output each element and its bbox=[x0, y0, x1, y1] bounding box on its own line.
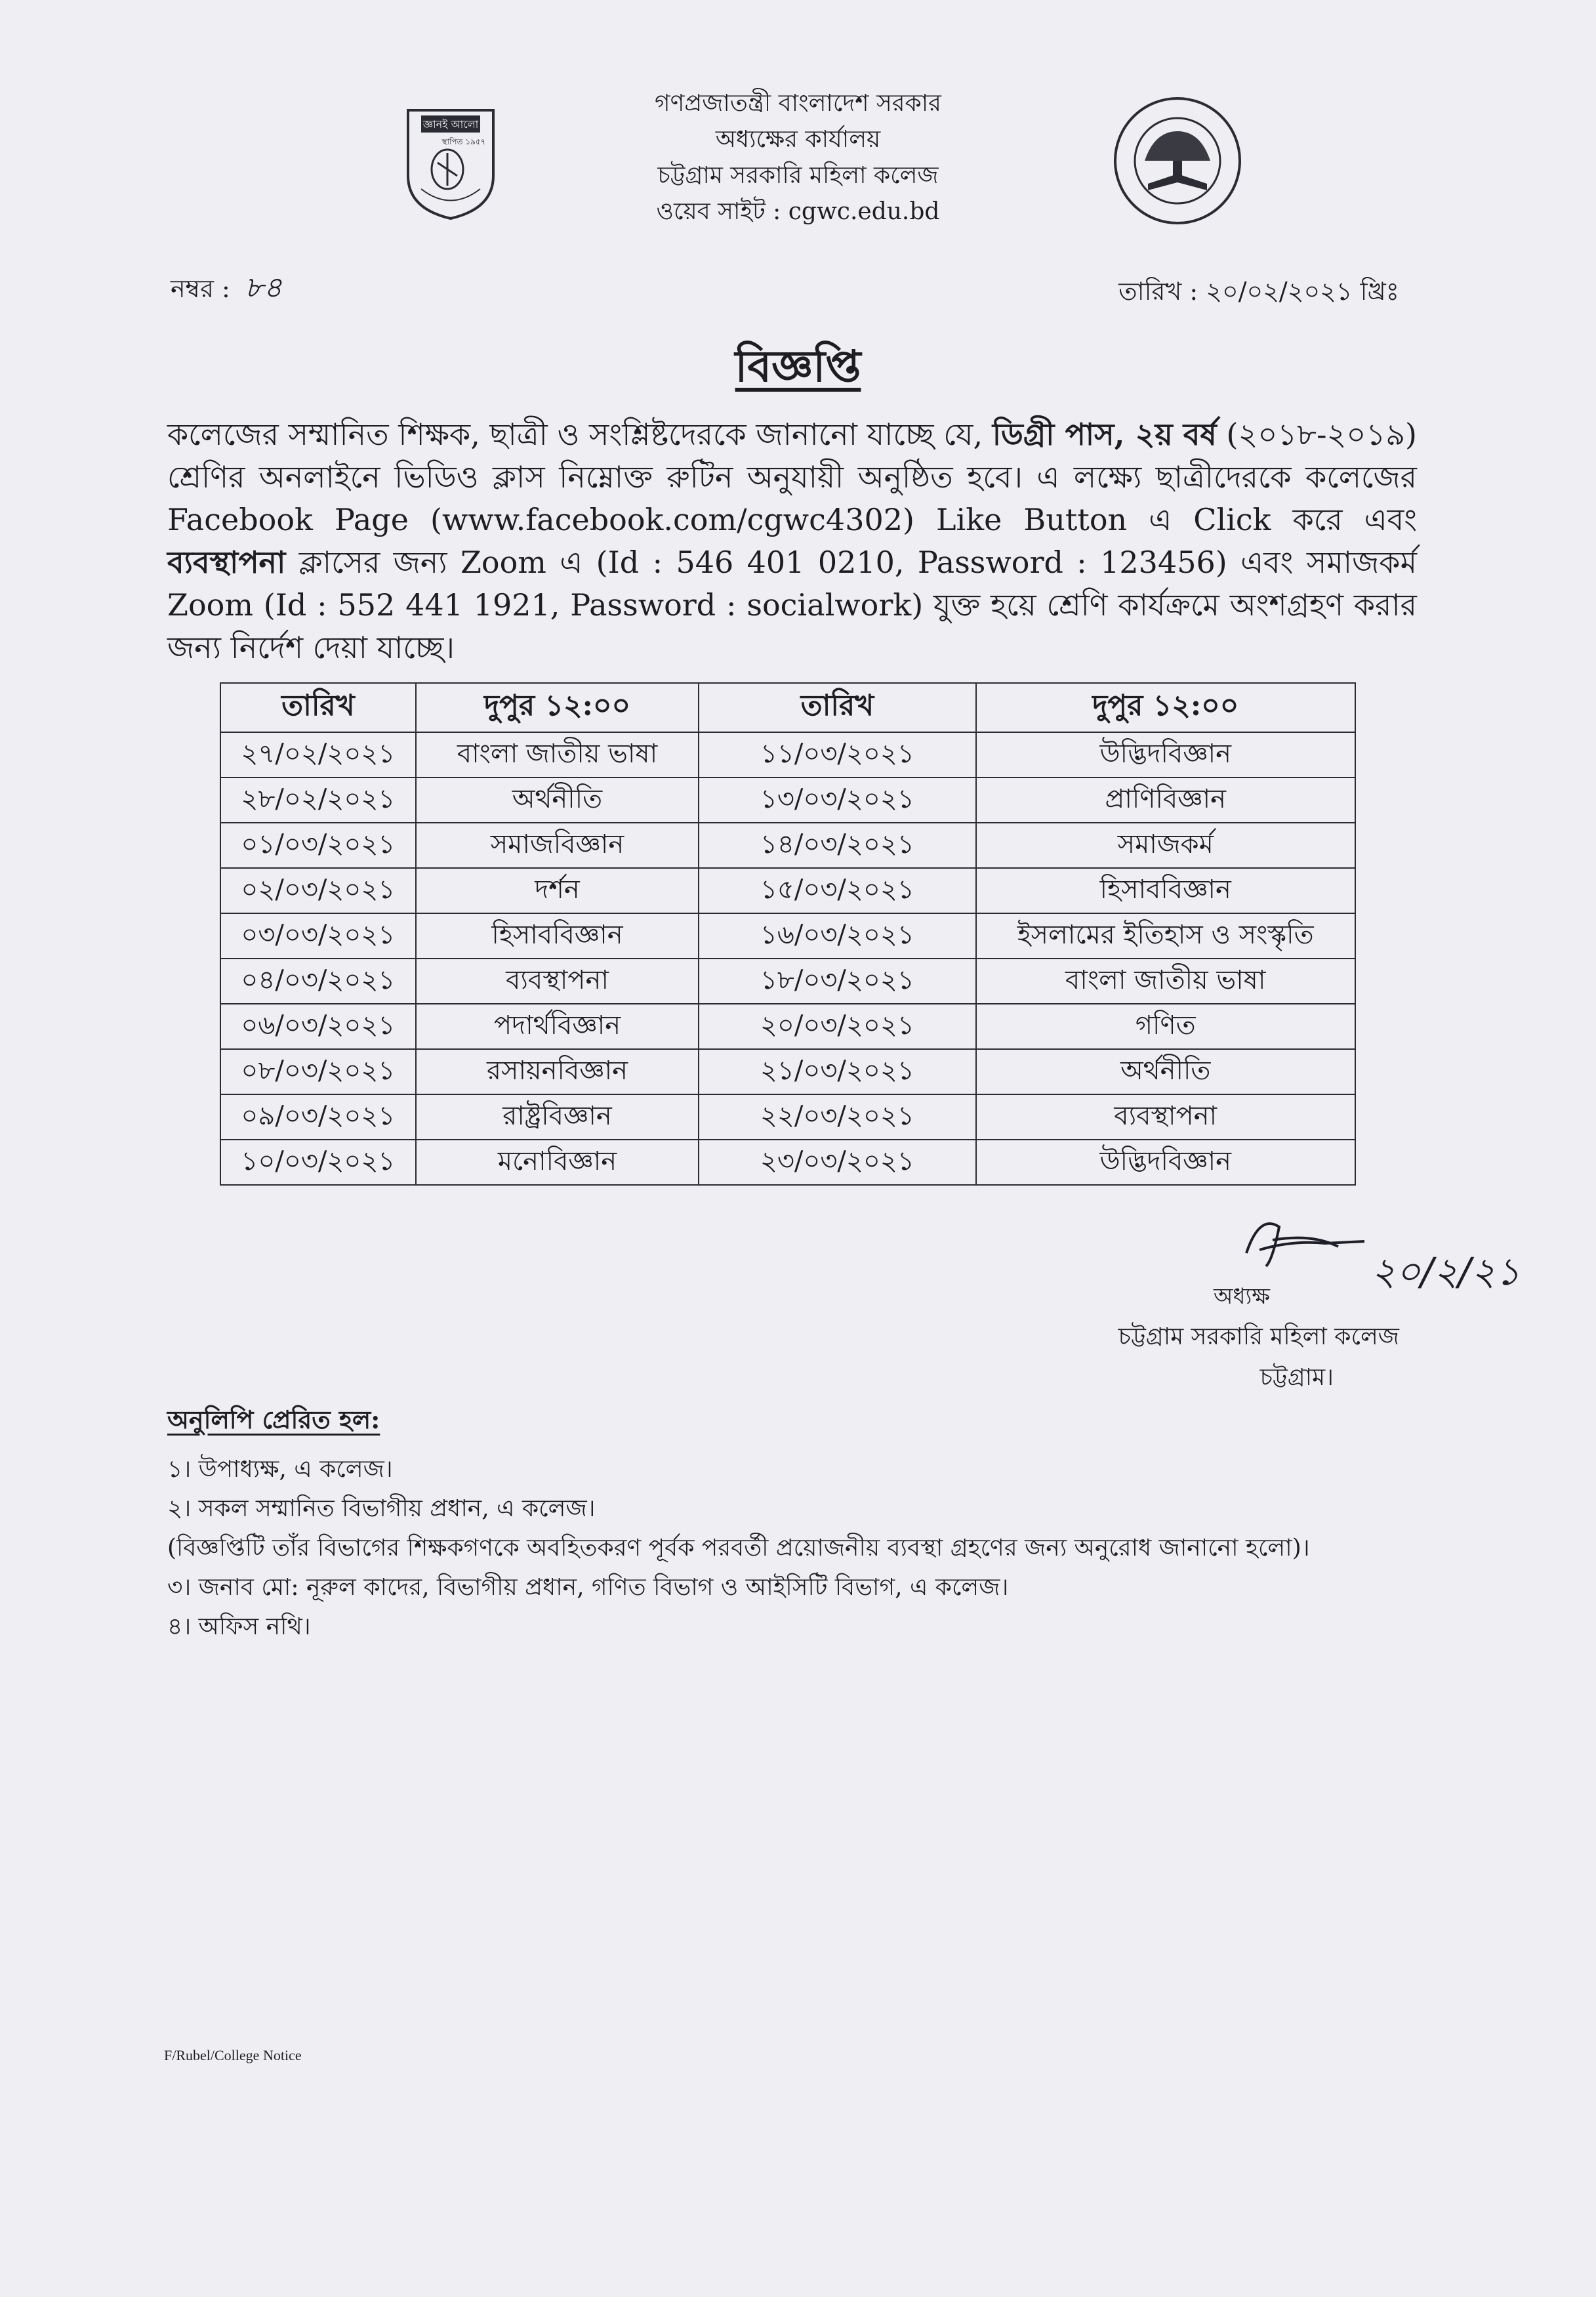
table-cell: ২২/০৩/২০২১ bbox=[699, 1094, 975, 1140]
office-header bbox=[0, 85, 1596, 230]
table-cell: ১৩/০৩/২০২১ bbox=[699, 777, 975, 823]
memo-label: নম্বর : bbox=[171, 274, 230, 303]
table-cell: ২৭/০২/২০২১ bbox=[220, 732, 416, 777]
table-row bbox=[220, 959, 1355, 1004]
table-cell: ১১/০৩/২০২১ bbox=[699, 732, 975, 777]
table-cell: ব্যবস্থাপনা bbox=[976, 1094, 1356, 1140]
table-cell: ইসলামের ইতিহাস ও সংস্কৃতি bbox=[976, 913, 1356, 959]
table-cell: ব্যবস্থাপনা bbox=[416, 959, 699, 1004]
table-cell: হিসাববিজ্ঞান bbox=[976, 868, 1356, 913]
table-cell: ০২/০৩/২০২১ bbox=[220, 868, 416, 913]
table-row bbox=[220, 777, 1355, 823]
notice-title-wrap bbox=[0, 333, 1596, 405]
table-cell: ১৪/০৩/২০২১ bbox=[699, 823, 975, 868]
svg-text:স্থাপিত ১৯৫৭: স্থাপিত ১৯৫৭ bbox=[441, 137, 486, 146]
table-row bbox=[220, 1140, 1355, 1185]
file-reference-footer: F/Rubel/College Notice bbox=[164, 2047, 302, 2063]
memo-number-value: ৮৪ bbox=[244, 271, 283, 304]
table-cell: ২৮/০২/২০২১ bbox=[220, 777, 416, 823]
copies-list bbox=[167, 1450, 1310, 1647]
table-cell: অর্থনীতি bbox=[416, 777, 699, 823]
notice-text-2: (২০১৮-২০১৯) শ্রেণির অনলাইনে ভিডিও ক্লাস নিম্নোক্ত রুটিন অনুযায়ী অনুষ্ঠিত হবে। এ লক্ষ্যে ছাত্রীদেরকে কলেজের Facebook Page (www.facebook.com/cgwc4302) Like Button এ Click করে এবং bbox=[167, 417, 1417, 537]
table-cell: ২০/০৩/২০২১ bbox=[699, 1004, 975, 1049]
header-noon-1: দুপুর ১২:০০ bbox=[416, 683, 699, 732]
table-cell: বাংলা জাতীয় ভাষা bbox=[416, 732, 699, 777]
table-cell: দর্শন bbox=[416, 868, 699, 913]
table-cell: রাষ্ট্রবিজ্ঞান bbox=[416, 1094, 699, 1140]
notice-text-3: ক্লাসের জন্য Zoom এ (Id : 546 401 0210, Password : 123456) এবং সমাজকর্ম Zoom (Id : 552 441 1921, Password : socialwork) যুক্ত হয়ে শ্রেণি কার্যক্রমে অংশগ্রহণ করার জন্য নির্দেশ দেয়া যাচ্ছে। bbox=[167, 545, 1417, 665]
notice-date: তারিখ : ২০/০২/২০২১ খ্রিঃ bbox=[1118, 277, 1399, 306]
table-cell: ২৩/০৩/২০২১ bbox=[699, 1140, 975, 1185]
table-row bbox=[220, 913, 1355, 959]
table-cell: উদ্ভিদবিজ্ঞান bbox=[976, 1140, 1356, 1185]
table-row bbox=[220, 1094, 1355, 1140]
notice-body bbox=[167, 413, 1417, 669]
signatory-title: অধ্যক্ষ bbox=[1214, 1283, 1270, 1310]
header-noon-2: দুপুর ১২:০০ bbox=[976, 683, 1356, 732]
header-line-website: ওয়েব সাইট : cgwc.edu.bd bbox=[656, 198, 940, 225]
table-cell: গণিত bbox=[976, 1004, 1356, 1049]
list-item: ৩। জনাব মো: নূরুল কাদের, বিভাগীয় প্রধান, গণিত বিভাগ ও আইসিটি বিভাগ, এ কলেজ। bbox=[167, 1574, 1009, 1601]
table-row bbox=[220, 868, 1355, 913]
table-cell: হিসাববিজ্ঞান bbox=[416, 913, 699, 959]
signatory-city: চট্টগ্রাম। bbox=[1259, 1364, 1334, 1391]
table-cell: রসায়নবিজ্ঞান bbox=[416, 1049, 699, 1094]
table-header-row bbox=[220, 683, 1355, 732]
notice-text-1: কলেজের সম্মানিত শিক্ষক, ছাত্রী ও সংশ্লিষ্টদেরকে জানানো যাচ্ছে যে, bbox=[167, 417, 992, 452]
table-cell: ০১/০৩/২০২১ bbox=[220, 823, 416, 868]
notice-bold-management: ব্যবস্থাপনা bbox=[167, 545, 286, 580]
table-row bbox=[220, 1004, 1355, 1049]
header-date-1: তারিখ bbox=[220, 683, 416, 732]
table-cell: ২১/০৩/২০২১ bbox=[699, 1049, 975, 1094]
table-row bbox=[220, 1049, 1355, 1094]
header-line-office: অধ্যক্ষের কার্যালয় bbox=[715, 126, 881, 153]
table-cell: ১০/০৩/২০২১ bbox=[220, 1140, 416, 1185]
principal-signature bbox=[1233, 1201, 1521, 1299]
notice-title: বিজ্ঞপ্তি bbox=[735, 341, 861, 392]
memo-number bbox=[171, 266, 282, 314]
table-cell: ১৬/০৩/২০২১ bbox=[699, 913, 975, 959]
class-routine-table bbox=[220, 682, 1356, 1186]
table-cell: অর্থনীতি bbox=[976, 1049, 1356, 1094]
table-cell: ০৮/০৩/২০২১ bbox=[220, 1049, 416, 1094]
list-item: ১। উপাধ্যক্ষ, এ কলেজ। bbox=[167, 1456, 393, 1483]
table-cell: ০৪/০৩/২০২১ bbox=[220, 959, 416, 1004]
table-cell: সমাজকর্ম bbox=[976, 823, 1356, 868]
svg-text:জ্ঞানই আলো: জ্ঞানই আলো bbox=[422, 118, 479, 131]
table-cell: প্রাণিবিজ্ঞান bbox=[976, 777, 1356, 823]
table-cell: ১৮/০৩/২০২১ bbox=[699, 959, 975, 1004]
table-cell: মনোবিজ্ঞান bbox=[416, 1140, 699, 1185]
notice-bold-degree: ডিগ্রী পাস, ২য় বর্ষ bbox=[992, 417, 1217, 452]
table-cell: বাংলা জাতীয় ভাষা bbox=[976, 959, 1356, 1004]
table-cell: ০৯/০৩/২০২১ bbox=[220, 1094, 416, 1140]
table-row bbox=[220, 732, 1355, 777]
table-row bbox=[220, 823, 1355, 868]
copies-heading: অনুলিপি প্রেরিত হল: bbox=[167, 1405, 380, 1434]
svg-text:২০/২/২১: ২০/২/২১ bbox=[1371, 1249, 1521, 1294]
list-item: ৪। অফিস নথি। bbox=[167, 1613, 311, 1640]
table-cell: উদ্ভিদবিজ্ঞান bbox=[976, 732, 1356, 777]
table-cell: পদার্থবিজ্ঞান bbox=[416, 1004, 699, 1049]
table-cell: ০৩/০৩/২০২১ bbox=[220, 913, 416, 959]
header-line-govt: গণপ্রজাতন্ত্রী বাংলাদেশ সরকার bbox=[654, 90, 941, 117]
list-item: ২। সকল সম্মানিত বিভাগীয় প্রধান, এ কলেজ। bbox=[167, 1495, 596, 1522]
list-item: (বিজ্ঞপ্তিটি তাঁর বিভাগের শিক্ষকগণকে অবহিতকরণ পূর্বক পরবর্তী প্রয়োজনীয় ব্যবস্থা গ্রহণের জন্য অনুরোধ জানানো হলো)। bbox=[167, 1535, 1310, 1562]
signatory-college: চট্টগ্রাম সরকারি মহিলা কলেজ bbox=[1118, 1323, 1399, 1350]
table-cell: ০৬/০৩/২০২১ bbox=[220, 1004, 416, 1049]
header-line-college: চট্টগ্রাম সরকারি মহিলা কলেজ bbox=[657, 162, 939, 189]
table-cell: সমাজবিজ্ঞান bbox=[416, 823, 699, 868]
table-cell: ১৫/০৩/২০২১ bbox=[699, 868, 975, 913]
header-date-2: তারিখ bbox=[699, 683, 975, 732]
